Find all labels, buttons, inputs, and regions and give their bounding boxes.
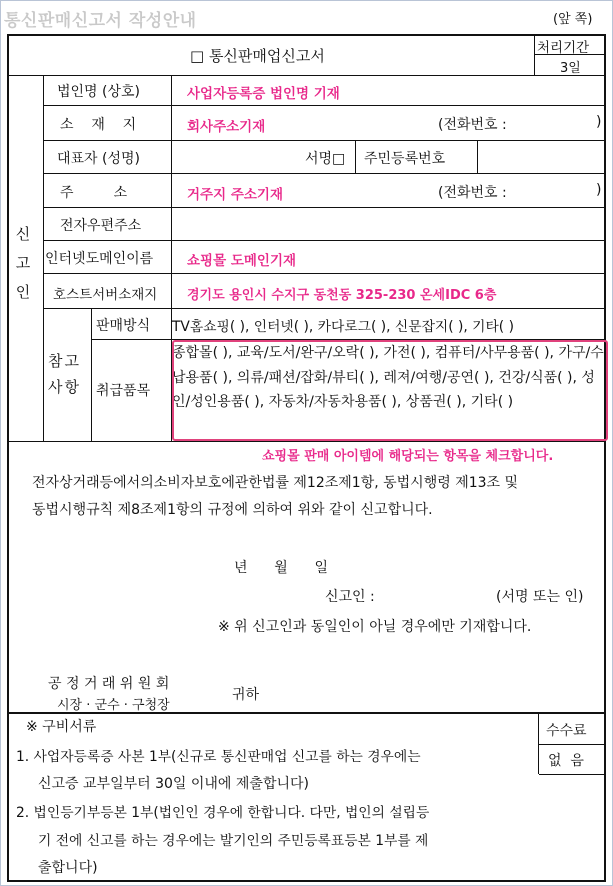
signature-label: 서명□ [305, 151, 346, 167]
email-label: 전자우편주소 [60, 218, 142, 234]
divider [44, 173, 605, 174]
page-side-label: (앞 쪽) [553, 12, 593, 27]
divider [477, 141, 478, 173]
fee-value: 없 음 [548, 753, 584, 769]
items-value: 종합몰( ), 교육/도서/완구/오락( ), 가전( ), 컴퓨터/사무용품( ), 가구/수납용품( ), 의류/패션/잡화/뷰티( ), 레져/여행/공연( ), 건강/식품( ), 성인/성인용품( ), 자동차/자동차용품( ), 상품권( ), 기타( ) [172, 345, 604, 410]
company-name-value: 사업자등록증 법인명 기재 [187, 86, 340, 102]
fee-label: 수수료 [546, 723, 587, 739]
divider [91, 309, 92, 441]
items-check-note: 쇼핑몰 판매 아이템에 해당되는 항목을 체크합니다. [262, 449, 554, 464]
form-title: □ 통신판매업신고서 [190, 47, 325, 65]
divider [44, 273, 605, 274]
divider [43, 76, 44, 441]
document-title: 통신판매신고서 작성안내 [4, 11, 197, 31]
divider [44, 207, 605, 208]
sales-method-value: TV홈쇼핑( ), 인터넷( ), 카다로그( ), 신문잡지( ), 기타( ) [172, 319, 514, 335]
processing-period-value: 3일 [560, 61, 581, 76]
recipient-line-2: 시장 · 군수 · 구청장 [57, 698, 170, 713]
company-phone-label: (전화번호 : [438, 117, 507, 133]
declaration-line-2: 동법시행규칙 제8조제1항의 규정에 의하여 위와 같이 신고합니다. [32, 502, 433, 518]
divider [44, 105, 605, 106]
company-address-value: 회사주소기재 [187, 119, 266, 135]
document-item-2-line-1: 2. 법인등기부등본 1부(법인인 경우에 한합니다. 다만, 법인의 설립등 [16, 805, 430, 821]
home-phone-label: (전화번호 : [438, 185, 507, 201]
divider [355, 141, 356, 173]
company-address-label: 소 재 지 [60, 117, 137, 133]
company-name-label: 법인명 (상호) [57, 84, 140, 100]
same-person-note: ※ 위 신고인과 동일인이 아닐 경우에만 기재합니다. [218, 619, 532, 635]
applicant-sign-label: 신고인 : [325, 589, 375, 605]
divider [539, 744, 605, 745]
sign-or-seal-label: (서명 또는 인) [496, 589, 584, 605]
divider [8, 441, 605, 442]
home-address-label: 주 소 [60, 185, 128, 201]
reference-section-label-1: 참고 [48, 352, 81, 370]
domain-value: 쇼핑몰 도메인기재 [187, 253, 297, 269]
host-server-value: 경기도 용인시 수지구 동천동 325-230 온세IDC 6층 [187, 288, 497, 303]
document-item-1-line-2: 신고증 교부일부터 30일 이내에 제출합니다) [38, 776, 309, 792]
reference-section-label-2: 사항 [48, 378, 81, 396]
divider [44, 240, 605, 241]
declaration-line-1: 전자상거래등에서의소비자보호에관한법률 제12조제1항, 동법시행령 제13조 및 [32, 475, 519, 491]
applicant-section-label: 신 고 인 [15, 225, 31, 301]
document-item-2-line-3: 출합니다) [38, 860, 98, 876]
home-phone-close: ) [596, 182, 602, 198]
divider [539, 774, 605, 775]
divider [44, 308, 605, 309]
items-label: 취급품목 [96, 383, 151, 399]
resident-number-label: 주민등록번호 [364, 151, 446, 167]
divider [534, 35, 535, 75]
recipient-line-1: 공 정 거 래 위 원 회 [48, 676, 170, 692]
home-address-value: 거주지 주소기재 [187, 187, 283, 203]
document-item-2-line-2: 기 전에 신고를 하는 경우에는 발기인의 주민등록표등본 1부를 제 [38, 833, 429, 849]
declaration-date: 년 월 일 [234, 560, 328, 576]
items-highlight-box [172, 340, 608, 441]
domain-label: 인터넷도메인이름 [45, 251, 154, 267]
divider [8, 712, 605, 714]
host-server-label: 호스트서버소재지 [53, 287, 158, 303]
processing-period-label: 처리기간 [537, 40, 590, 56]
divider [8, 75, 605, 76]
recipient-suffix: 귀하 [232, 687, 260, 703]
divider [44, 140, 605, 141]
representative-label: 대표자 (성명) [57, 151, 140, 167]
document-item-1-line-1: 1. 사업자등록증 사본 1부(신규로 통신판매업 신고를 하는 경우에는 [16, 749, 421, 765]
sales-method-label: 판매방식 [96, 318, 151, 334]
company-phone-close: ) [596, 114, 602, 130]
required-documents-title: ※ 구비서류 [26, 719, 97, 735]
